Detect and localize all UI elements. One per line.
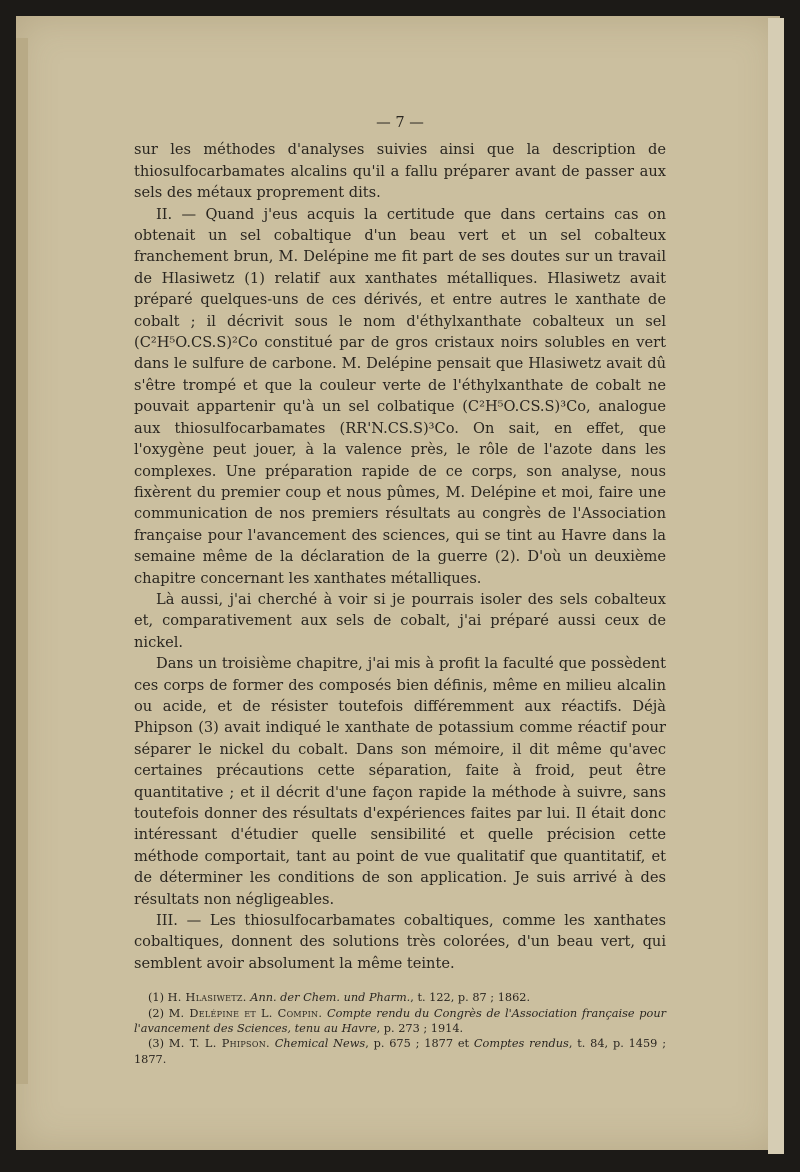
- footnote-3: (3) M. T. L. Phipson. Chemical News, p. 675 ; 1877 et Comptes rendus, t. 84, p. 1459 ; 1877.: [134, 1037, 667, 1066]
- page-left-edge: [16, 38, 28, 1084]
- paragraph-1: sur les méthodes d'analyses suivies ainsi que la description de thiosulfocarbamates alcalins qu'il a fallu préparer avant de passer aux sels des métaux proprement dits.: [134, 141, 666, 202]
- text-block: [134, 112, 666, 1067]
- footnote-1: (1) H. Hlasiwetz. Ann. der Chem. und Pharm., t. 122, p. 87 ; 1862.: [148, 991, 531, 1005]
- paragraph-4: Dans un troisième chapitre, j'ai mis à profit la faculté que possèdent ces corps de former des composés bien définis, même en milieu alcalin ou acide, et de résister toutefois différemment aux réactifs. Déjà Phipson (3) avait indiqué le xanthate de potassium comme réactif pour séparer le nickel du cobalt. Dans son mémoire, il dit même qu'avec certaines précautions cette séparation, faite à froid, peut être quantitative ; et il décrit d'une façon rapide la méthode à suivre, sans toutefois donner des résultats d'expériences faites par lui. Il était donc intéressant d'étudier quelle sensibilité et quelle précision cette méthode comportait, tant au point de vue qualitatif que quantitatif, et de déterminer les conditions de son application. Je suis arrivé à des résultats non négligeables.: [134, 655, 666, 908]
- footnotes: [134, 990, 666, 1067]
- page-right-strip: [768, 18, 784, 1154]
- page-number: — 7 —: [376, 114, 424, 131]
- footnote-2: (2) M. Delépine et L. Compin. Compte rendu du Congrès de l'Association française pour l'avancement des Sciences, tenu au Havre, p. 273 ; 1914.: [134, 1006, 666, 1036]
- paragraph-5: III. — Les thiosulfocarbamates cobaltiques, comme les xanthates cobaltiques, donnent des solutions très colorées, d'un beau vert, qui semblent avoir absolument la même teinte.: [134, 912, 666, 972]
- paragraph-2: II. — Quand j'eus acquis la certitude que dans certains cas on obtenait un sel cobaltique d'un beau vert et un sel cobalteux franchement brun, M. Delépine me fit part de ses doutes sur un travail de Hlasiwetz (1) relatif aux xanthates métalliques. Hlasiwetz avait préparé quelques-uns de ces dérivés, et entre autres le xanthate de cobalt ; il décrivit sous le nom d'éthylxanthate cobalteux un sel (C²H⁵O.CS.S)²Co constitué par de gros cristaux noirs solubles en vert dans le sulfure de carbone. M. Delépine pensait que Hlasiwetz avait dû s'être trompé et que la couleur verte de l'éthylxanthate de cobalt ne pouvait appartenir qu'à un sel colbatique (C²H⁵O.CS.S)³Co, analogue aux thiosulfocarbamates (RR'N.CS.S)³Co. On sait, en effet, que l'oxygène peut jouer, à la valence près, le rôle de l'azote dans les complexes. Une préparation rapide de ce corps, son analyse, nous fixèrent du premier coup et nous pûmes, M. Delépine et moi, faire une communication de nos premiers résultats au congrès de l'Association française pour l'avancement des sciences, qui se tint au Havre dans la semaine même de la déclaration de la guerre (2). D'où un deuxième chapitre concernant les xanthates métalliques.: [134, 205, 666, 587]
- page: [16, 16, 780, 1150]
- paragraph-3: Là aussi, j'ai cherché à voir si je pourrais isoler des sels cobalteux et, comparativement aux sels de cobalt, j'ai préparé aussi ceux de nickel.: [134, 590, 666, 651]
